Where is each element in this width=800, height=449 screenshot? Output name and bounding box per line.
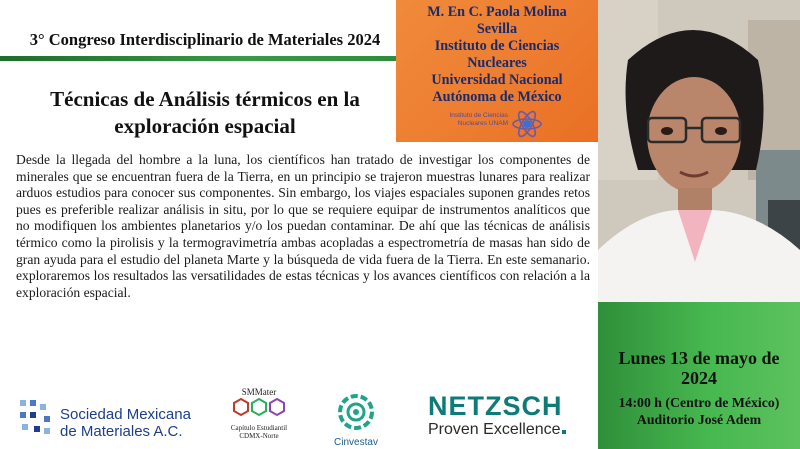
smmater-logo [228, 387, 290, 447]
talk-title-line-1: Técnicas de Análisis térmicos en la [50, 87, 360, 111]
speaker-name-line-2: Sevilla [476, 21, 518, 37]
netzsch-wordmark: NETZSCH [428, 391, 563, 421]
netzsch-tagline [428, 420, 598, 440]
smmater-chapter: Capítulo Estudiantil [230, 424, 288, 432]
header-divider [0, 56, 410, 61]
speaker-photo [598, 0, 800, 302]
speaker-affiliation-line-1: Instituto de Ciencias [434, 38, 560, 54]
hexagon-cluster-icon [233, 397, 285, 419]
cinvestav-logo [330, 392, 382, 446]
speaker-university-line-1: Universidad Nacional [431, 72, 563, 88]
molecule-grid-icon [18, 398, 54, 438]
smm-logo [18, 392, 218, 442]
cinvestav-name: Cinvestav [334, 437, 378, 448]
icn-logo-text: Instituto de Ciencias Nucleares UNAM [449, 112, 508, 127]
event-date [598, 348, 800, 388]
netzsch-logo [428, 392, 598, 444]
event-time: 14:00 h (Centro de México) [618, 395, 780, 410]
schedule-panel [598, 302, 800, 449]
speaker-portrait-image [598, 0, 800, 302]
speaker-name-line-1: M. En C. Paola Molina [427, 4, 567, 20]
cinvestav-emblem-icon [336, 392, 376, 432]
smm-name-line-2: de Materiales A.C. [60, 423, 183, 440]
speaker-university-line-2: Autónoma de México [432, 89, 562, 105]
speaker-affiliation-line-2: Nucleares [467, 55, 527, 71]
event-time-venue [598, 394, 800, 428]
event-venue: Auditorio José Adem [636, 412, 762, 427]
talk-title [0, 86, 410, 140]
talk-abstract: Desde la llegada del hombre a la luna, los científicos han tratado de investigar los componentes de minerales que se encuentran fuera de la Tierra, en un principio se trajeron muestras lunares para realizar arduos estudios para conocer sus componentes. Sin embargo, los viajes espaciales suponen grandes retos pues es preferible realizar análisis in situ, por lo que se requiere equipar de instrumentos analíticos que no modifiquen los ambientes planetarios y/o los puedan contaminar. De ahí que las técnicas de análisis térmico como la pirolisis y la termogravimetría ambas acopladas a espectrometría de masas han sido de gran ayuda para el estudio del planeta Marte y la búsqueda de vida fuera de la Tierra. En este semanario. exploraremos los resultados las versatilidades de estas técnicas y los avances científicos con relación a la exploración espacial. [16, 152, 590, 300]
icn-unam-logo [448, 110, 548, 142]
netzsch-tagline-text: Proven Excellence [428, 421, 561, 438]
tagline-dot-icon [562, 430, 566, 434]
smm-name-line-1: Sociedad Mexicana [60, 406, 191, 423]
smmater-title: SMMater [241, 387, 277, 397]
event-title: 3° Congreso Interdisciplinario de Materiales 2024 [29, 30, 381, 49]
talk-title-line-2: exploración espacial [114, 114, 296, 138]
atom-icon [510, 110, 544, 142]
event-date-line-2: 2024 [681, 368, 717, 388]
smmater-location: CDMX-Norte [239, 432, 279, 440]
smm-name [60, 406, 191, 440]
event-date-line-1: Lunes 13 de mayo de [618, 348, 780, 368]
